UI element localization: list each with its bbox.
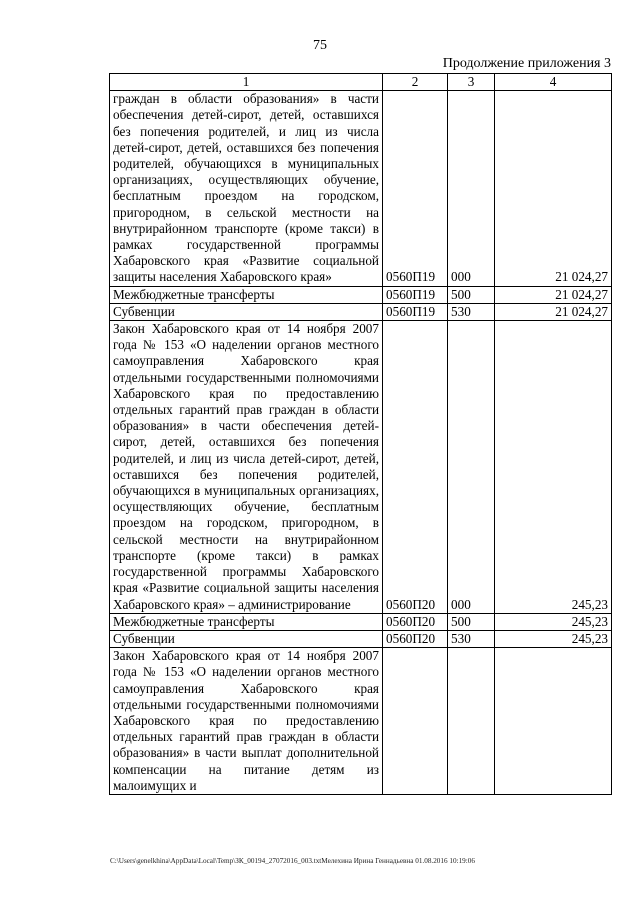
target-article-code: 0560П19 (383, 91, 448, 286)
expense-type-code: 000 (448, 321, 495, 614)
target-article-code: 0560П19 (383, 286, 448, 303)
target-article-code: 0560П19 (383, 303, 448, 320)
amount: 245,23 (495, 613, 612, 630)
row-description: Межбюджетные трансферты (110, 613, 383, 630)
table-row (110, 91, 612, 286)
table-row (110, 613, 612, 630)
expense-type-code: 000 (448, 91, 495, 286)
table-row (110, 286, 612, 303)
expense-type-code: 530 (448, 303, 495, 320)
row-description: Закон Хабаровского края от 14 ноября 2007 года № 153 «О наделении органов местного самоуправления Хабаровского края отдельными государственными полномочиями Хабаровского края по предоставлению отдельных гарантий прав граждан в области образования» в части выплат дополнительной компенсации на питание детям из малоимущих и (110, 648, 383, 795)
row-description: граждан в области образования» в части обеспечения детей-сирот, детей, оставшихся без попечения родителей, и лиц из числа детей-сирот, детей, оставшихся без попечения родителей, обучающихся в муниципальных организациях, осуществляющих обучение, бесплатным проездом на городском, пригородном, в сельской местности на внутрирайонном транспорте (кроме такси) в рамках государственной программы Хабаровского края «Развитие социальной защиты населения Хабаровского края» (110, 91, 383, 286)
amount: 21 024,27 (495, 91, 612, 286)
amount (495, 648, 612, 795)
table-header-row (110, 74, 612, 91)
row-description: Закон Хабаровского края от 14 ноября 2007 года № 153 «О наделении органов местного самоуправления Хабаровского края отдельными государственными полномочиями Хабаровского края по предоставлению отдельных гарантий прав граждан в области образования» в части обеспечения детей-сирот, детей, оставшихся без попечения родителей, и лиц из числа детей-сирот, детей, оставшихся без попечения родителей, обучающихся в муниципальных организациях, осуществляющих обучение, бесплатным проездом на городском, пригородном, в сельской местности на внутрирайонном транспорте (кроме такси) в рамках государственной программы Хабаровского края «Развитие социальной защиты населения Хабаровского края» – администрирование (110, 321, 383, 614)
row-description: Субвенции (110, 630, 383, 647)
budget-table (109, 73, 612, 795)
amount: 21 024,27 (495, 286, 612, 303)
amount: 245,23 (495, 321, 612, 614)
table-row (110, 630, 612, 647)
expense-type-code: 500 (448, 613, 495, 630)
row-description: Субвенции (110, 303, 383, 320)
target-article-code (383, 648, 448, 795)
target-article-code: 0560П20 (383, 613, 448, 630)
target-article-code: 0560П20 (383, 321, 448, 614)
expense-type-code (448, 648, 495, 795)
appendix-continuation-label: Продолжение приложения 3 (442, 56, 611, 71)
table-row (110, 303, 612, 320)
amount: 21 024,27 (495, 303, 612, 320)
table-row (110, 321, 612, 614)
column-header: 1 (110, 74, 383, 91)
table-row (110, 648, 612, 795)
file-path-footer: C:\Users\genelkhina\AppData\Local\Temp\ЗК_00194_27072016_003.txtМелехина Ирина Геннадьевна 01.08.2016 10:19:06 (110, 857, 475, 865)
column-header: 2 (383, 74, 448, 91)
column-header: 3 (448, 74, 495, 91)
expense-type-code: 530 (448, 630, 495, 647)
column-header: 4 (495, 74, 612, 91)
amount: 245,23 (495, 630, 612, 647)
expense-type-code: 500 (448, 286, 495, 303)
row-description: Межбюджетные трансферты (110, 286, 383, 303)
target-article-code: 0560П20 (383, 630, 448, 647)
page-number: 75 (313, 38, 327, 53)
